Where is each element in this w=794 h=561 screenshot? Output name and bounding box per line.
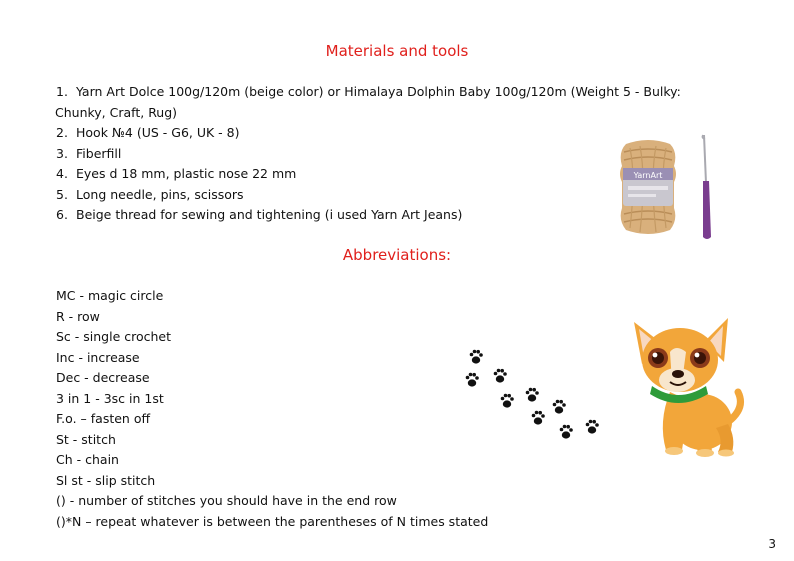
materials-item: 5. Long needle, pins, scissors (56, 186, 244, 202)
materials-item: Chunky, Craft, Rug) (55, 104, 178, 120)
abbreviation-item: Dec - decrease (56, 370, 150, 385)
materials-item: 1. Yarn Art Dolce 100g/120m (beige color) or Himalaya Dolphin Baby 100g/120m (Weight 5 - Bulky: (56, 84, 681, 99)
materials-item: 2. Hook №4 (US - G6, UK - 8) (56, 125, 240, 140)
paw-icon (494, 369, 507, 383)
materials-item: 3. Fiberfill (56, 145, 122, 161)
abbreviations-heading: Abbreviations: (342, 246, 452, 264)
abbreviation-item: F.o. – fasten off (56, 411, 151, 426)
paw-prints (460, 345, 610, 445)
paw-icon (526, 388, 539, 402)
paw-icon (560, 425, 573, 439)
paw-icon (586, 420, 599, 434)
abbreviation-item: Inc - increase (56, 349, 140, 365)
chihuahua-dog-illustration (620, 312, 750, 462)
crochet-hook-image (692, 133, 720, 241)
materials-item: 4. Eyes d 18 mm, plastic nose 22 mm (56, 166, 297, 181)
paw-icon (553, 400, 566, 414)
abbreviations-list (56, 286, 488, 532)
paw-icon (466, 373, 479, 387)
abbreviation-item: 3 in 1 - 3sc in 1st (56, 390, 164, 406)
abbreviation-item: Sc - single crochet (56, 329, 172, 344)
paw-icon (470, 350, 483, 364)
yarn-skein-image (616, 138, 680, 236)
page-number: 3 (768, 537, 776, 551)
abbreviation-item: Sl st - slip stitch (56, 472, 156, 488)
yarn-label: YarnArt (633, 171, 663, 180)
abbreviation-item: () - number of stitches you should have in the end row (56, 493, 397, 508)
abbreviation-item: Ch - chain (56, 452, 119, 467)
abbreviation-item: St - stitch (56, 431, 116, 447)
abbreviation-item: R - row (56, 308, 100, 324)
materials-heading: Materials and tools (325, 42, 469, 60)
abbreviation-item: ()*N – repeat whatever is between the parentheses of N times stated (56, 513, 489, 529)
paw-icon (501, 394, 514, 408)
materials-item: 6. Beige thread for sewing and tightening (i used Yarn Art Jeans) (56, 207, 463, 222)
paw-icon (532, 411, 545, 425)
abbreviation-item: MC - magic circle (56, 288, 164, 303)
